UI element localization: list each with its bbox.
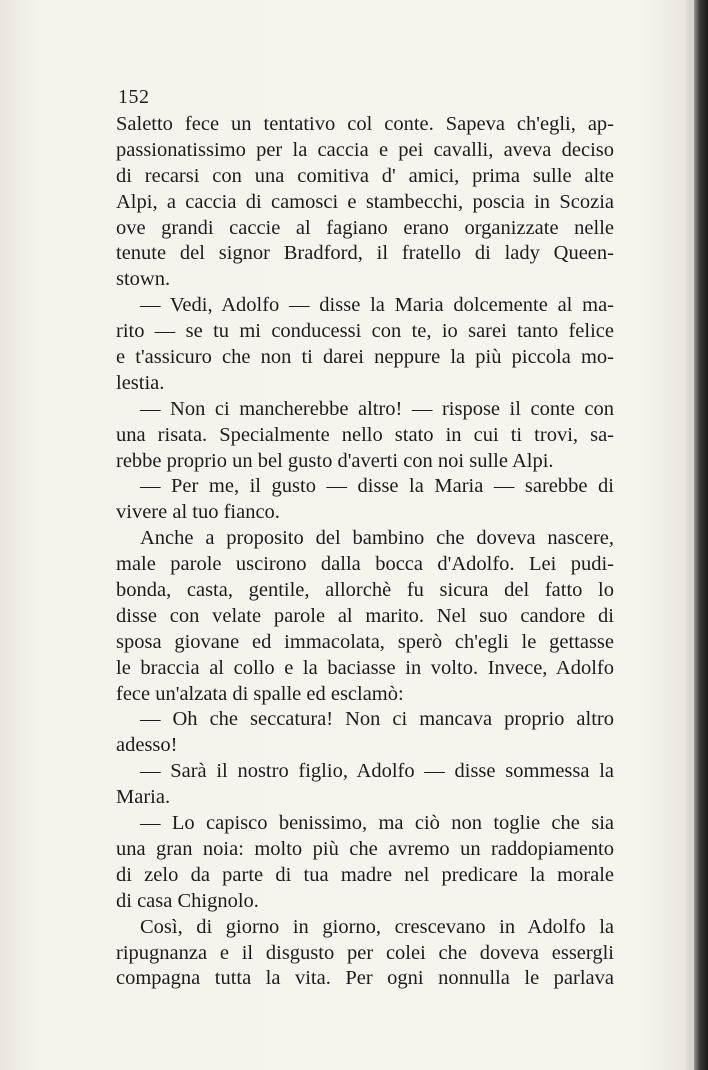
text-line: compagna tutta la vita. Per ogni nonnulla le parlava (116, 967, 614, 990)
text-line: male parole uscirono dalla bocca d'Adolfo. Lei pudi- (116, 553, 614, 576)
text-line: vivere al tuo fianco. (116, 501, 280, 524)
page-number: 152 (118, 86, 150, 108)
text-line: rito — se tu mi conducessi con te, io sarei tanto felice (116, 320, 614, 343)
text-line: Saletto fece un tentativo col conte. Sapeva ch'egli, ap- (116, 113, 614, 135)
text-line: — Sarà il nostro figlio, Adolfo — disse sommessa la (140, 760, 614, 783)
text-line: e t'assicuro che non ti darei neppure la più piccola mo- (116, 346, 614, 369)
text-line: bonda, casta, gentile, allorchè fu sicura del fatto lo (116, 579, 614, 602)
text-line: sposa giovane ed immacolata, sperò ch'egli le gettasse (116, 630, 614, 653)
text-line: Così, di giorno in giorno, crescevano in Adolfo la (140, 915, 614, 938)
text-line: di recarsi con una comitiva d' amici, prima sulle alte (116, 164, 614, 187)
text-line: tenute del signor Bradford, il fratello di lady Queen- (116, 242, 614, 265)
text-line: adesso! (116, 734, 178, 757)
text-line: Maria. (116, 786, 171, 809)
text-line: disse con velate parole al marito. Nel suo candore di (116, 604, 614, 627)
text-line: di casa Chignolo. (116, 889, 259, 912)
page-binding-edge (694, 0, 708, 1070)
body-text (116, 112, 614, 992)
text-line: ripugnanza e il disgusto per colei che doveva essergli (116, 941, 614, 964)
text-line: — Oh che seccatura! Non ci mancava proprio altro (140, 708, 614, 731)
text-line: — Lo capisco benissimo, ma ciò non toglie che sia (140, 812, 614, 835)
text-line: passionatissimo per la caccia e pei cavalli, aveva deciso (116, 138, 614, 161)
text-line: Anche a proposito del bambino che doveva nascere, (140, 527, 614, 550)
text-line: una gran noia: molto più che avremo un raddopiamento (116, 837, 614, 860)
text-line: Alpi, a caccia di camosci e stambecchi, poscia in Scozia (116, 190, 614, 213)
text-line: fece un'alzata di spalle ed esclamò: (116, 682, 404, 705)
text-line: stown. (116, 268, 171, 291)
text-line: lestia. (116, 371, 165, 394)
text-line: — Vedi, Adolfo — disse la Maria dolcemente al ma- (140, 294, 614, 317)
text-line: — Per me, il gusto — disse la Maria — sarebbe di (140, 475, 614, 498)
text-line: — Non ci mancherebbe altro! — rispose il conte con (140, 397, 614, 420)
text-line: rebbe proprio un bel gusto d'averti con noi sulle Alpi. (116, 449, 554, 472)
text-line: le braccia al collo e la baciasse in volto. Invece, Adolfo (116, 656, 614, 679)
text-line: una risata. Specialmente nello stato in cui ti trovi, sa- (116, 423, 614, 446)
text-line: ove grandi caccie al fagiano erano organizzate nelle (116, 216, 614, 239)
text-line: di zelo da parte di tua madre nel predicare la morale (116, 863, 614, 886)
